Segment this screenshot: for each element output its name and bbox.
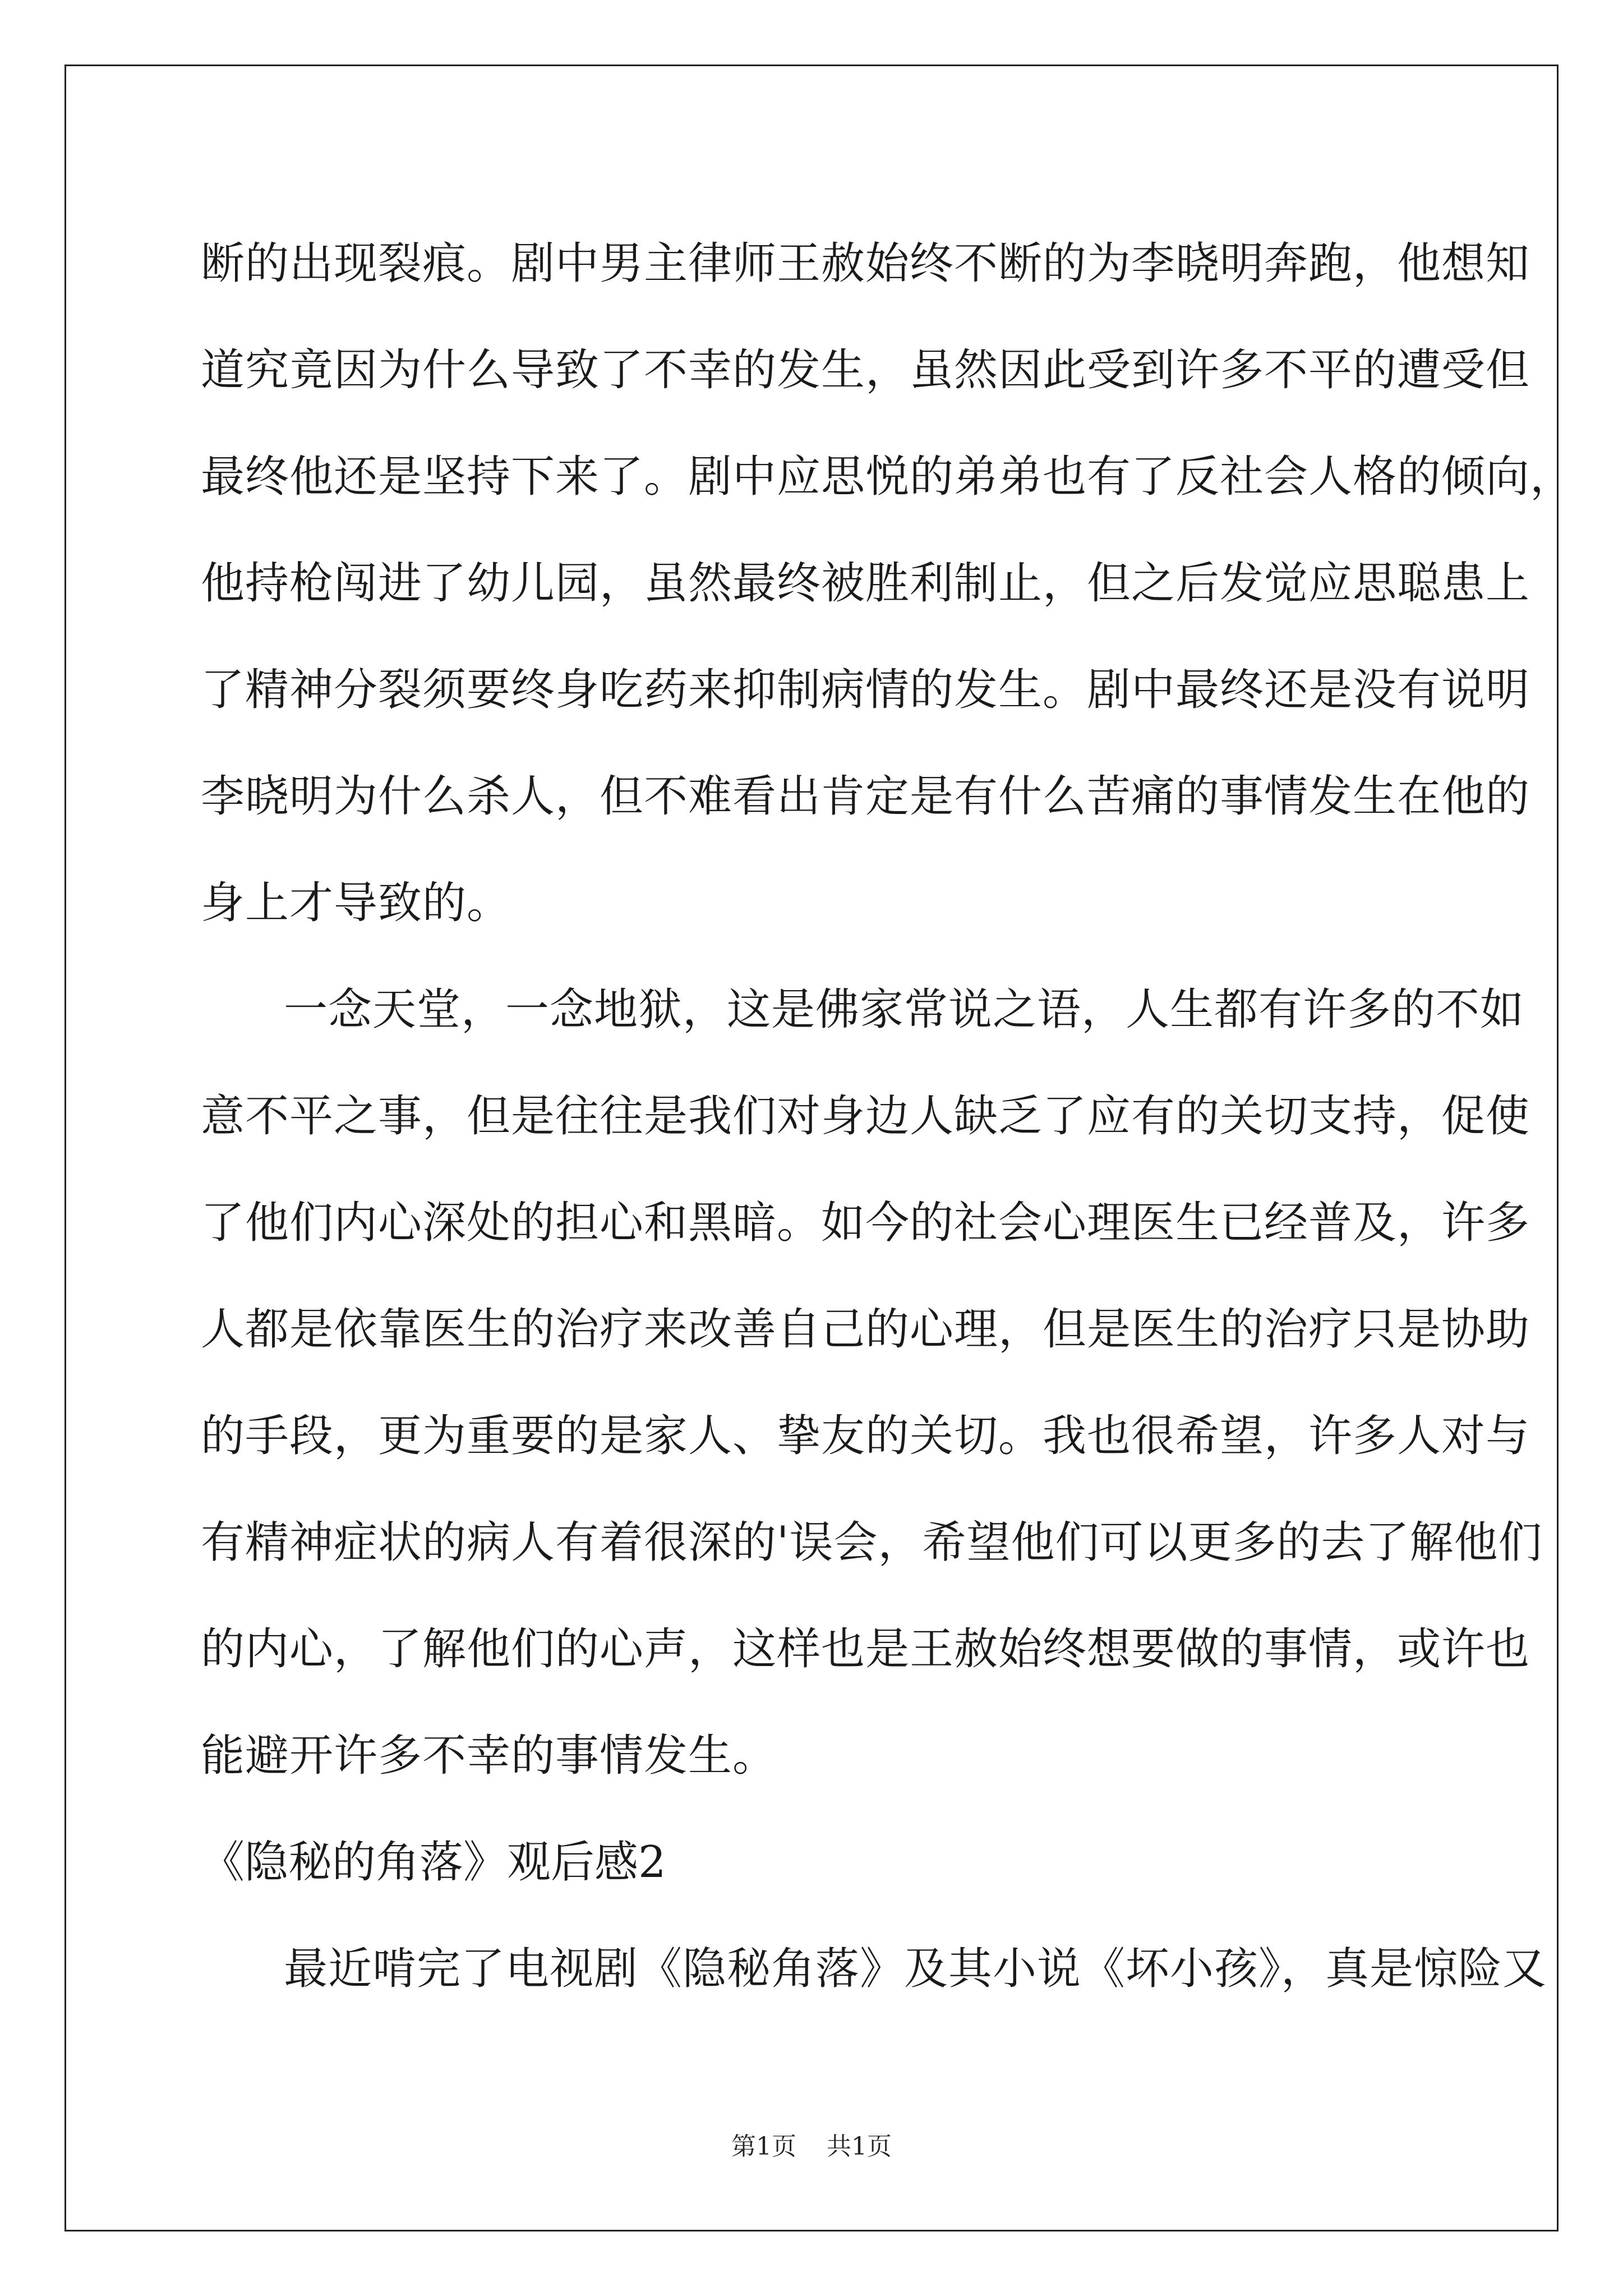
text-line: 的内心，了解他们的心声，这样也是王赦始终想要做的事情，或许也 [201, 1624, 1530, 1674]
paragraph-2 [201, 956, 1543, 1809]
page-total: 共1页 [827, 2132, 892, 2161]
text-line: 最近啃完了电视剧《隐秘角落》及其小说《坏小孩》，真是惊险又 [284, 1944, 1547, 1994]
text-line: 断的出现裂痕。剧中男主律师王赦始终不断的为李晓明奔跑，他想知 [201, 238, 1530, 289]
text-line: 他持枪闯进了幼儿园，虽然最终被胜利制止，但之后发觉应思聪患上 [201, 558, 1530, 609]
section-heading: 《隐秘的角落》观后感2 [201, 1837, 666, 1888]
paragraph-1 [201, 210, 1575, 956]
text-line: 有精神症状的病人有着很深的'误会，希望他们可以更多的去了解他们 [201, 1517, 1543, 1568]
paragraph-3 [201, 1916, 1547, 2022]
document-body [201, 210, 1575, 2022]
text-line: 身上才导致的。 [201, 878, 511, 928]
text-line: 人都是依靠医生的治疗来改善自己的心理，但是医生的治疗只是协助 [201, 1304, 1530, 1355]
text-line: 的手段，更为重要的是家人、挚友的关切。我也很希望，许多人对与 [201, 1411, 1530, 1461]
text-line: 李晓明为什么杀人，但不难看出肯定是有什么苦痛的事情发生在他的 [201, 771, 1530, 822]
text-line: 了他们内心深处的担心和黑暗。如今的社会心理医生已经普及，许多 [201, 1198, 1530, 1248]
text-line: 能避开许多不幸的事情发生。 [201, 1731, 777, 1781]
page-footer [0, 2126, 1623, 2162]
text-line: 一念天堂，一念地狱，这是佛家常说之语，人生都有许多的不如 [284, 984, 1525, 1035]
text-line: 了精神分裂须要终身吃药来抑制病情的发生。剧中最终还是没有说明 [201, 665, 1530, 715]
text-line: 最终他还是坚持下来了。剧中应思悦的弟弟也有了反社会人格的倾向， [201, 452, 1575, 502]
page-number: 第1页 [731, 2132, 796, 2161]
text-line: 意不平之事，但是往往是我们对身边人缺乏了应有的关切支持，促使 [201, 1091, 1530, 1142]
text-line: 道究竟因为什么导致了不幸的发生，虽然因此受到许多不平的遭受但 [201, 345, 1530, 395]
